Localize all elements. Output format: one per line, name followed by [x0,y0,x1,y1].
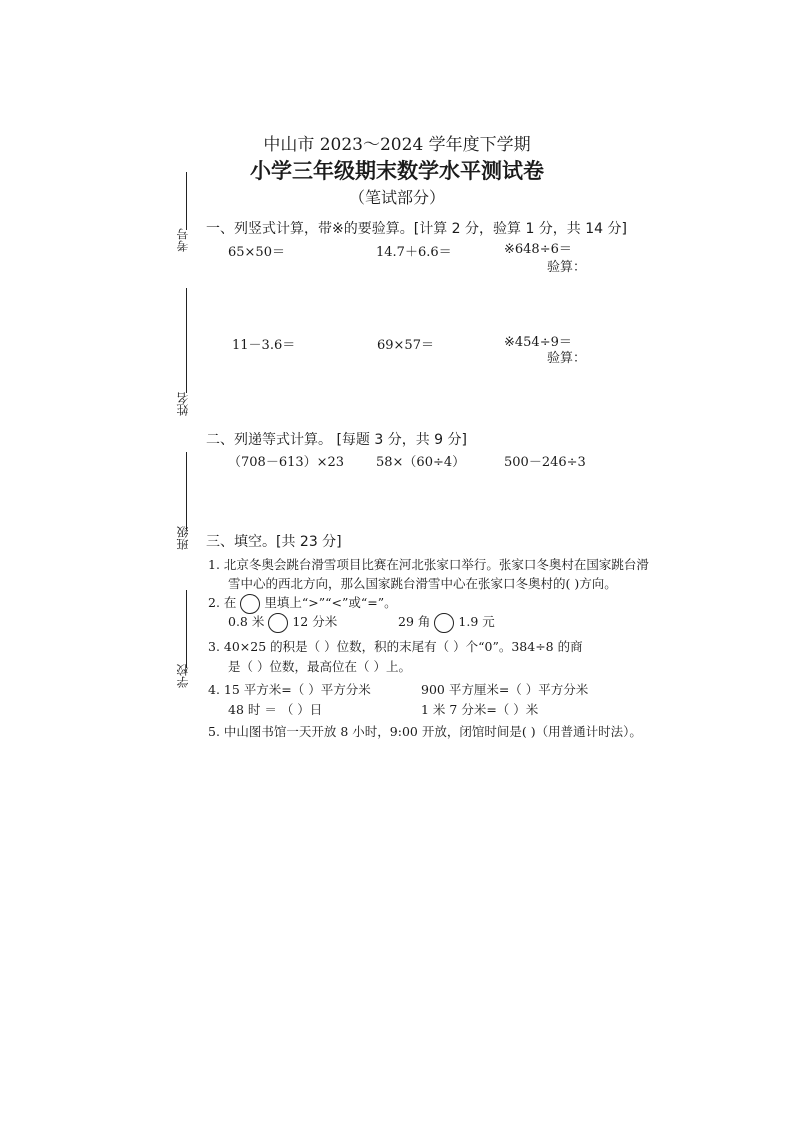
s1-problem-1: 65×50＝ [228,245,285,260]
s1-check-label-1: 验算： [547,260,587,275]
s3-q2-a-left: 0.8 米 [228,614,265,629]
name-line [186,288,187,393]
s3-q2-a-right: 12 分米 [292,614,338,629]
section3-title: 三、填空。[共 23 分] [206,534,342,550]
s3-q2-line [208,593,397,614]
s1-problem-5: 69×57＝ [377,338,434,353]
s1-check-label-2: 验算： [547,351,587,366]
s3-q5: 5. 中山图书馆一天开放 8 小时，9:00 开放，闭馆时间是( )（用普通计时法）。 [208,724,642,739]
exam-subtitle: （笔试部分） [348,188,445,207]
s3-q2-b-right: 1.9 元 [458,614,495,629]
compare-circle-icon[interactable] [268,613,288,633]
s3-q4-c: 48 时 ＝ （ ）日 [228,702,323,717]
s1-problem-2: 14.7＋6.6＝ [376,245,452,260]
side-label-exam-no: 考号 [176,228,190,252]
compare-circle-icon[interactable] [434,613,454,633]
exam-header-line: 中山市 2023～2024 学年度下学期 [263,135,531,155]
s3-q1-line1: 1. 北京冬奥会跳台滑雪项目比赛在河北张家口举行。张家口冬奥村在国家跳台滑 [208,557,649,572]
class-line [186,452,187,530]
compare-circle-icon [240,594,260,614]
s3-q4-d: 1 米 7 分米=（ ）米 [421,702,539,717]
s3-q4-b: 900 平方厘米=（ ）平方分米 [421,682,589,697]
exam-no-line [186,172,187,230]
school-line [186,590,187,668]
s3-q3-line2: 是（ ）位数，最高位在（ ）上。 [228,659,411,674]
section2-title: 二、列递等式计算。 [每题 3 分，共 9 分] [206,432,467,448]
s1-problem-3: ※648÷6＝ [504,242,572,257]
s3-q2-suffix: 里填上“>”“<”或“=”。 [264,595,397,610]
section1-title: 一、列竖式计算，带※的要验算。[计算 2 分，验算 1 分，共 14 分] [206,221,627,237]
exam-title: 小学三年级期末数学水平测试卷 [250,159,544,183]
s3-q1-line2: 雪中心的西北方向，那么国家跳台滑雪中心在张家口冬奥村的( )方向。 [228,576,617,591]
s2-problem-3: 500－246÷3 [504,455,586,470]
s3-q3-line1: 3. 40×25 的积是（ ）位数，积的末尾有（ ）个“0”。384÷8 的商 [208,639,583,654]
s3-q2-item-b [398,612,495,633]
s3-q2-b-left: 29 角 [398,614,431,629]
s3-q2-item-a [228,612,337,633]
side-label-class: 班级 [176,526,190,550]
s1-problem-6: ※454÷9＝ [504,335,572,350]
s3-q4-a: 4. 15 平方米=（ ）平方分米 [208,682,371,697]
s2-problem-1: （708－613）×23 [228,455,345,470]
side-label-name: 姓名 [176,392,190,416]
side-label-school: 学校 [176,664,190,688]
s2-problem-2: 58×（60÷4） [376,455,466,470]
s3-q2-prefix: 2. 在 [208,595,237,610]
s1-problem-4: 11－3.6＝ [232,338,296,353]
